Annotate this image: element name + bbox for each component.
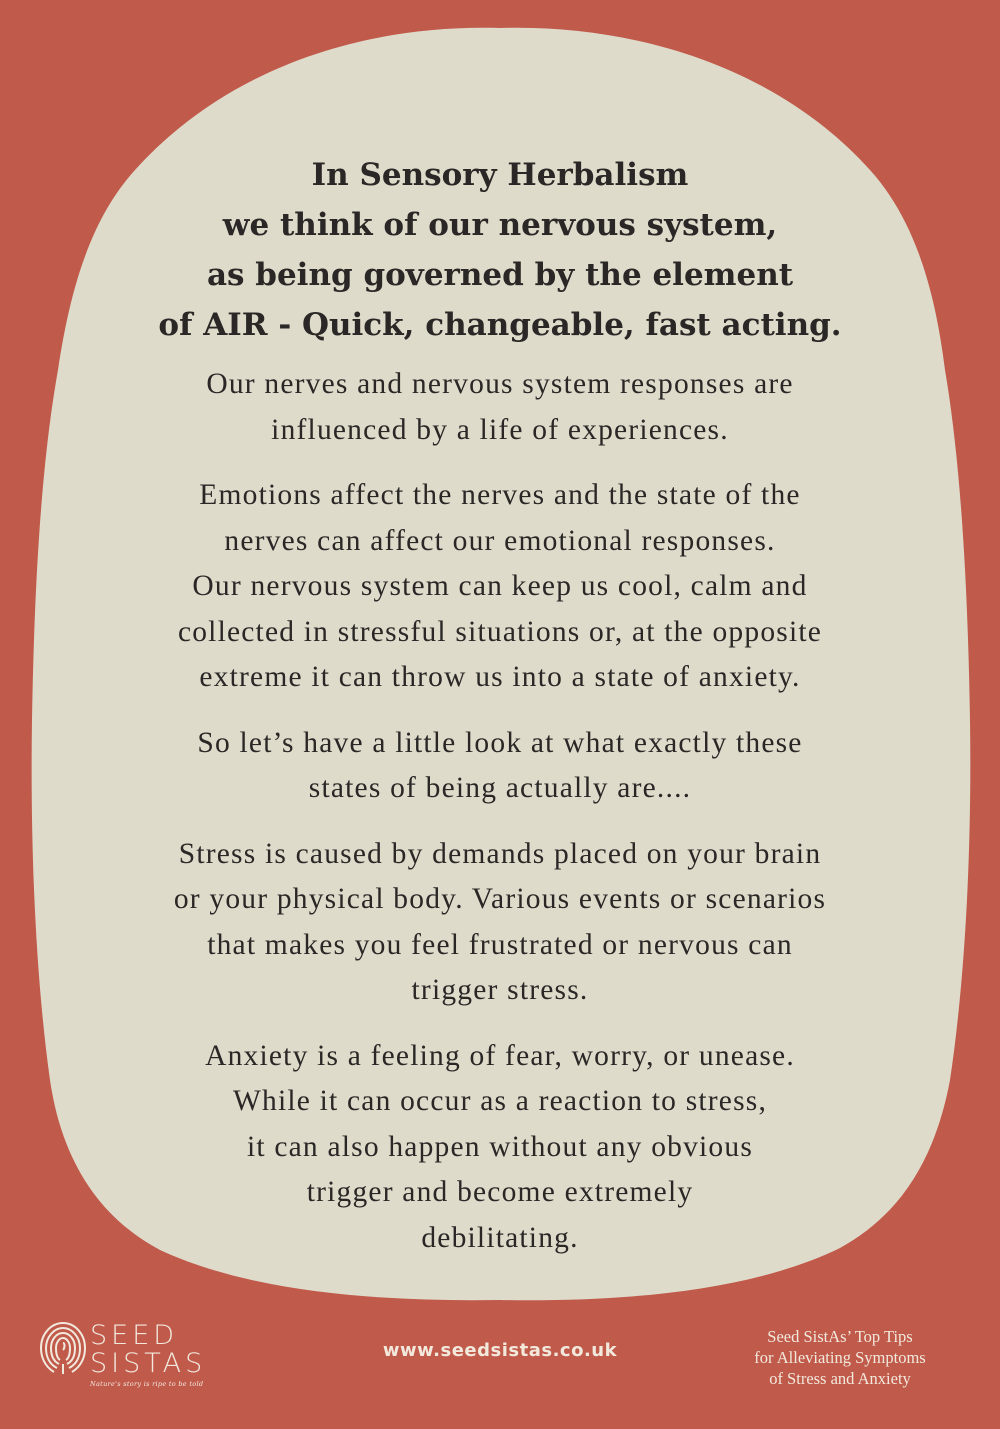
text-line: extreme it can throw us into a state of anxiety. bbox=[199, 661, 801, 693]
text-line: Anxiety is a feeling of fear, worry, or unease. bbox=[205, 1039, 795, 1072]
text-line: it can also happen without any obvious bbox=[246, 1130, 754, 1163]
text-line: Stress is caused by demands placed on your brain bbox=[178, 837, 822, 870]
logo-tagline: Nature's story is ripe to be told bbox=[90, 1380, 204, 1388]
heading-line: we think of our nervous system, bbox=[222, 207, 778, 243]
paragraph-nerves-experiences bbox=[40, 362, 960, 453]
heading-line: as being governed by the element bbox=[206, 257, 794, 293]
top-tips-caption bbox=[720, 1326, 960, 1389]
paragraph-stress bbox=[40, 832, 960, 1014]
paragraph-emotions bbox=[40, 473, 960, 701]
text-line: debilitating. bbox=[421, 1221, 579, 1254]
text-line: influenced by a life of experiences. bbox=[271, 413, 729, 446]
text-line: trigger stress. bbox=[411, 974, 589, 1006]
main-content bbox=[40, 150, 960, 1281]
text-line: trigger and become extremely bbox=[306, 1176, 694, 1208]
text-line: states of being actually are.... bbox=[308, 772, 692, 804]
logo-line-seed: SEED bbox=[90, 1320, 179, 1351]
text-line: or your physical body. Various events or scenarios bbox=[173, 883, 827, 915]
text-line: Our nerves and nervous system responses are bbox=[206, 368, 794, 400]
text-line: nerves can affect our emotional responses. bbox=[224, 524, 776, 557]
heading-line: In Sensory Herbalism bbox=[311, 157, 689, 193]
text-line: that makes you feel frustrated or nervous can bbox=[207, 928, 793, 961]
heading-line: of AIR - Quick, changeable, fast acting. bbox=[158, 307, 842, 343]
heading-block bbox=[40, 150, 960, 350]
paragraph-anxiety bbox=[40, 1034, 960, 1262]
text-line: So let’s have a little look at what exactly these bbox=[197, 726, 803, 759]
paragraph-states-of-being bbox=[40, 721, 960, 812]
website-url[interactable]: www.seedsistas.co.uk bbox=[382, 1340, 618, 1361]
tips-line: Seed SistAs’ Top Tips bbox=[767, 1327, 913, 1346]
text-line: collected in stressful situations or, at the opposite bbox=[177, 615, 823, 648]
text-line: While it can occur as a reaction to stress, bbox=[232, 1085, 768, 1117]
text-line: Emotions affect the nerves and the state of the bbox=[199, 479, 801, 511]
text-line: Our nervous system can keep us cool, calm and bbox=[192, 570, 808, 602]
tips-line: for Alleviating Symptoms bbox=[754, 1348, 926, 1367]
logo-line-sistas: SISTAS bbox=[90, 1348, 207, 1379]
tips-line: of Stress and Anxiety bbox=[769, 1369, 911, 1388]
